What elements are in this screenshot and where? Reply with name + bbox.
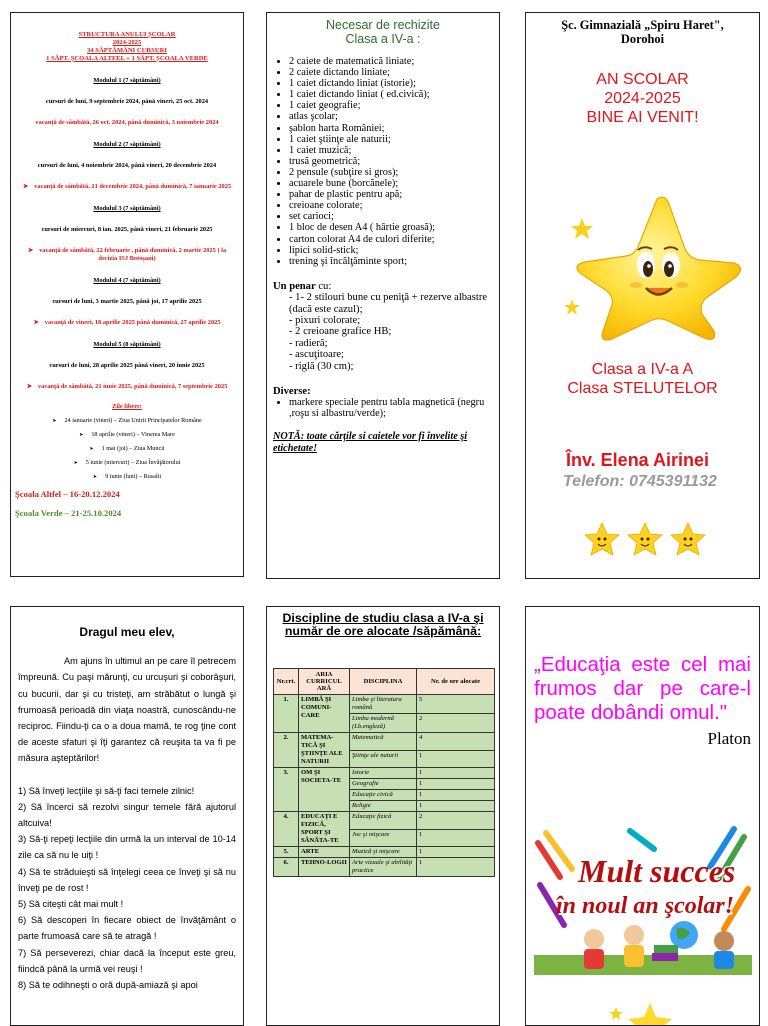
row-number: 3. — [274, 768, 299, 812]
subject-name: Limba şi literatura română — [350, 695, 417, 714]
advice-item: 8) Să te odihneşti o oră după-amiază şi apoi — [18, 980, 198, 991]
pencil-case-item: - riglă (30 cm); — [289, 360, 354, 372]
structure-title-line: 34 SĂPTĂMÂNI CURSURI — [87, 47, 167, 54]
supply-item: • set carioci; — [289, 211, 499, 222]
quote-panel — [525, 606, 760, 1026]
subject-hours: 2 — [417, 714, 495, 733]
module-vacation — [11, 247, 243, 263]
supply-item: • 1 caiet dictando liniat ( ed.civică); — [289, 89, 499, 100]
supply-item: • pahar de plastic pentru apă; — [289, 189, 499, 200]
cover-panel — [525, 12, 760, 579]
advice-item: 7) Să perseverezi, chiar dacă la început este greu, fiindcă până la urmă vei reuşi ! — [18, 947, 236, 974]
column-header-area-line: ARĂ — [316, 685, 332, 692]
diverse-item: • markere speciale pentru tabla magnetică (negru ,roşu si albastru/verde); — [289, 397, 499, 419]
supply-item: • 1 caiet muzică; — [289, 145, 499, 156]
subject-name: Matematică — [350, 733, 417, 751]
module-heading: Modulul 5 (8 săptămâni) — [93, 341, 161, 348]
big-star-icon — [577, 197, 741, 340]
note — [273, 431, 493, 454]
holiday-item — [11, 431, 243, 438]
subject-name: Geografie — [350, 779, 417, 790]
school-year-structure-panel — [10, 12, 244, 577]
school-year-label: AN SCOLAR — [596, 71, 689, 88]
module-vacation-text: vacanţă de sâmbătă, 22 februarie , până duminică, 2 martie 2025 ( la decizia ISJ Botoşani) — [39, 247, 227, 262]
module-vacation — [11, 119, 243, 127]
arrow-bullet-icon: ➤ — [79, 433, 84, 438]
star-icon — [628, 523, 662, 555]
subject-name: Religie — [350, 801, 417, 812]
table-row — [274, 695, 495, 714]
school-name-line2: Dorohoi — [620, 32, 665, 46]
curricular-area: OM ŞI SOCIETA-TE — [299, 768, 350, 812]
small-star-icon — [564, 299, 580, 315]
small-star-icon — [571, 218, 593, 239]
curricular-area: ARTE — [299, 847, 350, 858]
curricular-area: EDUCAŢI E FIZICĂ, SPORT ŞI SĂNĂTA-TE — [299, 812, 350, 847]
subject-name: Limba modernă (Lb.engleză) — [350, 714, 417, 733]
module-courses: cursuri de luni, 9 septembrie 2024, până vineri, 25 oct. 2024 — [45, 98, 209, 105]
holiday-item — [11, 417, 243, 424]
holiday-text: 24 ianuarie (vineri) – Ziua Unirii Principatelor Române — [64, 417, 202, 424]
school-year-value: 2024-2025 — [604, 90, 681, 107]
module-vacation — [11, 383, 243, 391]
curricular-area: MATEMA-TICĂ ŞI ŞTIINŢE ALE NATURII — [299, 733, 350, 768]
holiday-text: 1 mai (joi) – Ziua Muncii — [101, 445, 165, 452]
holiday-text: 18 aprilie (vineri) – Vinerea Mare — [91, 431, 175, 438]
supply-item: • 2 caiete de matematică liniate; — [289, 56, 499, 67]
row-number: 5. — [274, 847, 299, 858]
structure-title — [11, 31, 243, 63]
holiday-text: 5 iunie (miercuri) – Ziua Învăţătorului — [85, 459, 181, 466]
table-row — [274, 847, 495, 858]
supplies-title-line1: Necesar de rechizite — [326, 18, 440, 32]
subjects-panel — [266, 606, 500, 1026]
table-row — [274, 858, 495, 877]
pencil-case-suffix: cu: — [315, 280, 332, 292]
subject-hours: 1 — [417, 779, 495, 790]
banner-line1: Mult succes — [578, 853, 736, 889]
supply-item: • 1 bloc de desen A4 ( hârtie groasă); — [289, 222, 499, 233]
advice-item: 3) Să-ţi repeţi lecţiile din urmă la un interval de 10-14 zile ca să nu le uiţi ! — [18, 834, 236, 861]
three-stars-decoration — [582, 521, 708, 559]
scoala-verde-dates: Şcoala Verde – 21-25.10.2024 — [15, 508, 122, 518]
structure-title-line: 1 SĂPT. ȘCOALA ALTFEL + 1 SĂPT. ȘCOALA VERDE — [46, 55, 208, 62]
subject-name: Educaţie civică — [350, 790, 417, 801]
subject-hours: 1 — [417, 768, 495, 779]
pencil-case-label: Un penar — [273, 280, 316, 292]
supply-item: • acuarele bune (borcănele); — [289, 178, 499, 189]
supplies-panel — [266, 12, 500, 579]
supply-item: • trusă geometrică; — [289, 156, 499, 167]
supply-item: • 1 caiet ştiinţe ale naturii; — [289, 134, 499, 145]
star-icon — [585, 523, 619, 555]
column-header-area-line: CURRICUL — [306, 678, 342, 685]
letter-intro: Am ajuns în ultimul an pe care îl petrecem împreună. Cu paşi mărunţi, cu urcuşuri şi coborâşuri, cu bucurii, dar şi cu tristeţi, am străbătut o lungă şi frumoasă perioadă din viaţa noastră, cunoscându-ne reciproc. Fiindu-ţi ca o a doua mamă, te rog ţine cont de aceste sfaturi şi îţi garantez că reuşita ta va fi pe măsura aşteptărilor! — [18, 656, 236, 764]
advice-item: 6) Să descoperi în fiecare obiect de învăţământ o parte frumoasă care să te atragă ! — [18, 915, 236, 942]
subject-hours: 1 — [417, 829, 495, 847]
subject-name: Muzică şi mişcare — [350, 847, 417, 858]
holiday-text: 9 iunie (luni) – Rusalii — [105, 473, 162, 480]
supply-item: • 1 caiet dictando liniat (istorie); — [289, 78, 499, 89]
arrow-bullet-icon: ➤ — [27, 247, 34, 254]
note-text: toate cărţile si caietele vor fi învelite şi etichetate! — [273, 431, 468, 454]
subject-hours: 5 — [417, 695, 495, 714]
pencil-case-item: - 2 creioane grafice HB; — [289, 326, 392, 338]
arrow-bullet-icon: ➤ — [22, 183, 29, 190]
school-name — [526, 18, 759, 46]
module-vacation-text: vacanță de sâmbătă, 26 oct. 2024, până duminică, 3 noiembrie 2024 — [35, 119, 219, 126]
pencil-case-item: - ascuţitoare; — [289, 349, 345, 361]
holidays-title: Zile libere: — [112, 403, 142, 410]
supplies-list — [267, 56, 499, 267]
module-vacation — [11, 183, 243, 191]
module-vacation-text: vacanţă de vineri, 18 aprilie 2025 până duminică, 27 aprilie 2025 — [44, 319, 221, 326]
column-header-nr: Nr.crt. — [274, 669, 299, 695]
subject-name: Joc şi mişcare — [350, 829, 417, 847]
arrow-bullet-icon: ➤ — [33, 319, 39, 326]
supply-item: • 2 pensule (subţire si gros); — [289, 167, 499, 178]
diverse-section — [273, 386, 499, 419]
holiday-item — [11, 445, 243, 452]
advice-item: 1) Să înveţi lecţiile şi să-ţi faci temele zilnic! — [18, 785, 195, 796]
arrow-bullet-icon: ➤ — [26, 383, 32, 390]
class-name-line1: Clasa a IV-a A — [591, 361, 694, 378]
pencil-case-section — [273, 281, 499, 372]
supply-item: • şablon harta României; — [289, 123, 499, 134]
pencil-case-item: - pixuri colorate; — [289, 315, 361, 326]
column-header-area — [299, 669, 350, 695]
table-row — [274, 768, 495, 779]
pencil-case-item: - radieră; — [289, 337, 328, 349]
holiday-item — [11, 459, 243, 466]
holiday-item — [11, 473, 243, 480]
structure-title-line: STRUCTURA ANULUI ȘCOLAR — [78, 31, 176, 38]
subject-hours: 1 — [417, 847, 495, 858]
pencil-case-item: - 1- 2 stilouri bune cu peniţă + rezerve albastre (dacă este cazul); — [289, 292, 488, 315]
scoala-altfel-dates: Şcoala Altfel – 16-20.12.2024 — [15, 489, 120, 499]
subject-hours: 2 — [417, 812, 495, 830]
arrow-bullet-icon: ➤ — [89, 447, 94, 452]
letter-panel — [10, 606, 244, 1026]
subject-hours: 1 — [417, 750, 495, 768]
advice-item: 5) Să citeşti cât mai mult ! — [18, 899, 124, 910]
subjects-table — [273, 668, 495, 877]
class-name — [526, 360, 759, 398]
supply-item: • lipici solid-stick; — [289, 245, 499, 256]
module-courses: cursuri de luni, 4 noiembrie 2024, până vineri, 20 decembrie 2024 — [37, 162, 217, 169]
structure-title-line: 2024-2025 — [112, 39, 142, 46]
module-vacation — [11, 319, 243, 327]
arrow-bullet-icon: ➤ — [52, 419, 57, 424]
supply-item: • trening şi încălţăminte sport; — [289, 256, 499, 267]
subjects-title: Discipline de studiu clasa a IV-a şi număr de ore alocate /săpămână: — [282, 611, 484, 638]
class-name-line2: Clasa STELUTELOR — [567, 380, 718, 397]
supply-item: • carton colorat A4 de culori diferite; — [289, 234, 499, 245]
diverse-list — [273, 397, 499, 419]
smiling-star-illustration — [554, 193, 744, 343]
advice-item: 4) Să te străduieşti să înţelegi ceea ce înveţi şi să nu înveţi pe de rost ! — [18, 866, 236, 893]
supply-item: • atlas şcolar; — [289, 111, 499, 122]
star-peek-icon — [606, 999, 676, 1026]
subject-name: Ştiinţe ale naturii — [350, 750, 417, 768]
quote-author: Platon — [707, 729, 751, 748]
letter-greeting: Dragul meu elev, — [79, 625, 175, 639]
subject-hours: 1 — [417, 801, 495, 812]
module-courses: cursuri de luni, 3 martie 2025, până joi, 17 aprilie 2025 — [52, 298, 202, 305]
supplies-title-line2: Clasa a IV-a : — [345, 32, 421, 46]
table-row — [274, 733, 495, 751]
module-courses: cursuri de miercuri, 8 ian. 2025, până vineri, 21 februarie 2025 — [41, 226, 213, 233]
school-name-line1: Şc. Gimnazială „Spiru Haret", — [561, 18, 724, 32]
advice-item: 2) Să încerci să rezolvi singur temele fără ajutorul altcuiva! — [18, 801, 236, 829]
welcome-text: BINE AI VENIT! — [586, 109, 699, 126]
subject-name: Istorie — [350, 768, 417, 779]
supply-item: • 2 caiete dictando liniate; — [289, 67, 499, 78]
subject-name: Arte vizuale şi abilităţi practice — [350, 858, 417, 877]
teacher-phone: Telefon: 0745391132 — [563, 473, 717, 490]
school-year-structure — [11, 31, 243, 518]
quote-text: „Educaţia este cel mai frumos dar pe care-l poate dobândi omul." — [534, 653, 751, 724]
column-header-area-line: ARIA — [315, 671, 333, 678]
module-courses: cursuri de luni, 28 aprilie 2025 până vineri, 20 iunie 2025 — [49, 362, 205, 369]
arrow-bullet-icon: ➤ — [73, 461, 78, 466]
diverse-label: Diverse: — [273, 386, 311, 398]
module-heading: Modulul 2 (7 săptămâni) — [93, 141, 161, 148]
row-number: 6. — [274, 858, 299, 877]
supply-item: • creioane colorate; — [289, 200, 499, 211]
module-heading: Modulul 4 (7 săptămâni) — [93, 277, 161, 284]
school-year-greeting — [526, 70, 759, 127]
star-icon — [671, 523, 705, 555]
row-number: 1. — [274, 695, 299, 733]
table-row — [274, 812, 495, 830]
banner-line2: în noul an şcolar! — [556, 893, 735, 919]
module-heading: Modulul 1 (7 săptămâni) — [93, 77, 161, 84]
module-vacation-text: vacanţă de sâmbătă, 21 iunie 2025, până duminică, 7 septembrie 2025 — [37, 383, 228, 390]
note-label: NOTĂ: — [273, 431, 305, 443]
advice-list — [18, 783, 236, 994]
row-number: 4. — [274, 812, 299, 847]
pencil-case-list — [273, 292, 499, 372]
module-vacation-text: vacanţă de sâmbătă, 21 decembrie 2024, până duminică, 7 ianuarie 2025 — [34, 183, 232, 190]
subject-name: Educaţie fizică — [350, 812, 417, 830]
teacher-name: Înv. Elena Airinei — [566, 450, 710, 470]
supply-item: • 1 caiet geografie; — [289, 100, 499, 111]
subject-hours: 1 — [417, 858, 495, 877]
curricular-area: LIMBĂ ŞI COMUNI-CARE — [299, 695, 350, 733]
module-heading: Modulul 3 (7 săptămâni) — [93, 205, 161, 212]
supplies-title — [267, 18, 499, 46]
arrow-bullet-icon: ➤ — [92, 475, 98, 480]
good-luck-banner — [534, 825, 752, 975]
subject-hours: 1 — [417, 790, 495, 801]
column-header-hours: Nr. de ore alocate — [417, 669, 495, 695]
letter — [11, 624, 243, 993]
column-header-subject: DISCIPLINA — [350, 669, 417, 695]
curricular-area: TEHNO-LOGII — [299, 858, 350, 877]
subject-hours: 4 — [417, 733, 495, 751]
row-number: 2. — [274, 733, 299, 768]
